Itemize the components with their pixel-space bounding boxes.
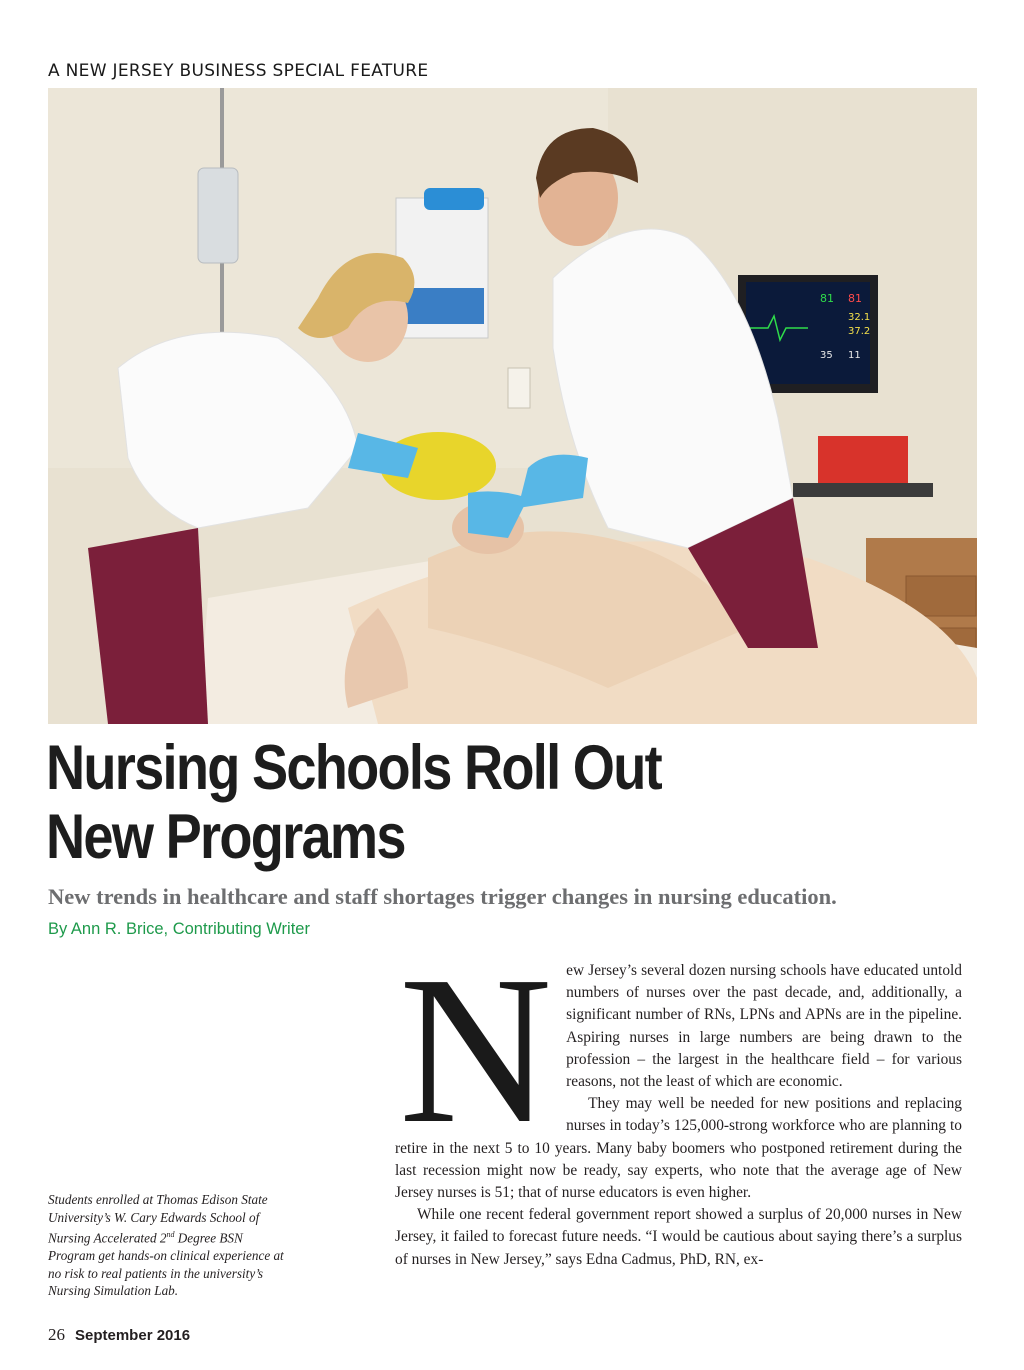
monitor-readout: 11 bbox=[848, 350, 861, 361]
monitor-readout: 81 bbox=[820, 292, 834, 305]
monitor-readout: 32.1 bbox=[848, 312, 871, 323]
monitor-readout: 37.2 bbox=[848, 326, 871, 337]
body-paragraph: They may well be needed for new positions and replacing nurses in today’s 125,000-strong workforce who are planning to retire in the next 5 to 10 years. Many baby boomers who postponed retirement during the last recession might now be ready, say experts, who note that the average age of New Jersey nurses is 51; that of nurse educators is even higher. bbox=[395, 1095, 962, 1202]
article-body bbox=[395, 932, 962, 1271]
page-footer bbox=[48, 1325, 190, 1345]
monitor-readout: 81 bbox=[848, 292, 862, 305]
byline: By Ann R. Brice, Contributing Writer bbox=[48, 920, 310, 938]
monitor-readout: 35 bbox=[820, 350, 833, 361]
headline-line-1: Nursing Schools Roll Out bbox=[46, 733, 661, 803]
issue-date: September 2016 bbox=[75, 1327, 191, 1344]
article-headline bbox=[46, 734, 854, 872]
body-paragraph: While one recent federal government report showed a surplus of 20,000 nurses in New Jersey, it failed to forecast future needs. “I would be cautious about saying there’s a surplus of nurses in New Jersey,” says Edna Cadmus, PhD, RN, ex- bbox=[395, 1206, 962, 1268]
body-paragraph: New Jersey’s several dozen nursing schools have educated untold numbers of nurses over the past decade, and, additionally, a significant number of RNs, LPNs and APNs are in the pipeline. Aspiring nurses in large numbers are being drawn to the profession – the largest in the healthcare field – for various reasons, not the least of which are economic. bbox=[399, 932, 962, 1167]
section-label: A NEW JERSEY BUSINESS SPECIAL FEATURE bbox=[48, 61, 429, 81]
photo-caption: Students enrolled at Thomas Edison State University’s W. Cary Edwards School of Nursing Accelerated 2nd Degree BSN Program get hands-on clinical experience at no risk to real patients in the university’s Nursing Simulation Lab. bbox=[48, 1192, 284, 1299]
headline-line-2: New Programs bbox=[46, 802, 405, 872]
page-number: 26 bbox=[48, 1325, 65, 1344]
article-dek: New trends in healthcare and staff shortages trigger changes in nursing education. bbox=[48, 884, 837, 909]
feature-photo bbox=[48, 88, 977, 724]
nursing-simulation-photo bbox=[48, 88, 977, 724]
drop-cap: N bbox=[399, 932, 553, 1167]
